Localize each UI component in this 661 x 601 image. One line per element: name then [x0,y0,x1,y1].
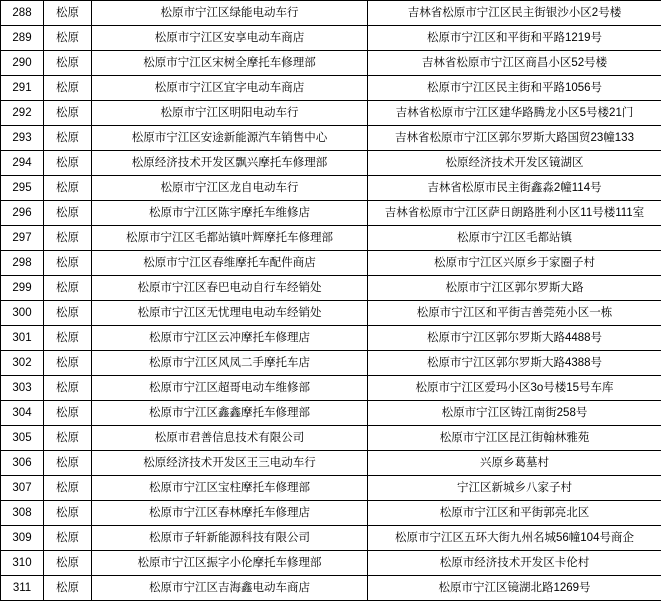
row-city: 松原 [44,276,92,301]
row-index: 297 [1,226,44,251]
row-address: 吉林省松原市宁江区商昌小区52号楼 [368,51,661,76]
row-city: 松原 [44,76,92,101]
table-row [1,376,661,401]
row-name: 松原市宁江区陈宇摩托车维修店 [92,201,368,226]
row-address: 吉林省松原市宁江区建华路腾龙小区5号楼21门 [368,101,661,126]
row-address: 松原市宁江区郭尔罗斯大路4488号 [368,326,661,351]
table-row [1,76,661,101]
row-index: 291 [1,76,44,101]
row-index: 306 [1,451,44,476]
table-row [1,101,661,126]
row-index: 289 [1,26,44,51]
row-index: 294 [1,151,44,176]
row-city: 松原 [44,376,92,401]
row-city: 松原 [44,126,92,151]
row-city: 松原 [44,201,92,226]
row-index: 290 [1,51,44,76]
table-row [1,126,661,151]
row-name: 松原市宁江区绿能电动车行 [92,1,368,26]
row-city: 松原 [44,451,92,476]
row-name: 松原市宁江区宜字电动车商店 [92,76,368,101]
row-name: 松原市宁江区春巴电动自行车经销处 [92,276,368,301]
row-index: 307 [1,476,44,501]
table-row [1,476,661,501]
row-index: 298 [1,251,44,276]
row-index: 305 [1,426,44,451]
row-name: 松原市宁江区振字小伦摩托车修理部 [92,551,368,576]
row-address: 吉林省松原市民主街鑫淼2幢114号 [368,176,661,201]
row-index: 293 [1,126,44,151]
row-city: 松原 [44,501,92,526]
table-row [1,551,661,576]
row-city: 松原 [44,101,92,126]
row-name: 松原市子轩新能源科技有限公司 [92,526,368,551]
row-address: 松原市宁江区镜湖北路1269号 [368,576,661,601]
row-city: 松原 [44,526,92,551]
row-address: 吉林省松原市宁江区萨日朗路胜利小区11号楼111室 [368,201,661,226]
row-city: 松原 [44,351,92,376]
row-city: 松原 [44,1,92,26]
row-city: 松原 [44,401,92,426]
row-address: 松原市宁江区兴原乡于家圈子村 [368,251,661,276]
table-row [1,26,661,51]
row-address: 吉林省松原市宁江区郭尔罗斯大路国贸23幢133 [368,126,661,151]
row-name: 松原市宁江区鑫鑫摩托车修理部 [92,401,368,426]
row-address: 松原市宁江区毛都站镇 [368,226,661,251]
row-city: 松原 [44,326,92,351]
row-name: 松原市宁江区春维摩托车配件商店 [92,251,368,276]
row-address: 松原市宁江区爱玛小区3o号楼15号车库 [368,376,661,401]
row-name: 松原市宁江区宝柱摩托车修理部 [92,476,368,501]
row-address: 松原市宁江区民主街和平路1056号 [368,76,661,101]
row-city: 松原 [44,151,92,176]
table-row [1,351,661,376]
row-city: 松原 [44,576,92,601]
row-address: 松原经济技术开发区镜湖区 [368,151,661,176]
row-name: 松原市宁江区风凤二手摩托车店 [92,351,368,376]
row-index: 309 [1,526,44,551]
row-index: 303 [1,376,44,401]
row-address: 松原市宁江区五环大街九州名城56幢104号商企 [368,526,661,551]
row-city: 松原 [44,26,92,51]
row-index: 299 [1,276,44,301]
row-name: 松原市宁江区龙自电动车行 [92,176,368,201]
row-address: 松原市宁江区郭尔罗斯大路 [368,276,661,301]
row-name: 松原市宁江区春林摩托车修理店 [92,501,368,526]
table-row [1,1,661,26]
row-city: 松原 [44,226,92,251]
row-name: 松原市宁江区安享电动车商店 [92,26,368,51]
row-city: 松原 [44,251,92,276]
table-row [1,426,661,451]
row-index: 295 [1,176,44,201]
table-row [1,301,661,326]
table-row [1,326,661,351]
row-address: 宁江区新城乡八家子村 [368,476,661,501]
row-name: 松原市宁江区超哥电动车维修部 [92,376,368,401]
row-name: 松原市宁江区安途新能源汽车销售中心 [92,126,368,151]
row-city: 松原 [44,476,92,501]
row-index: 292 [1,101,44,126]
row-index: 310 [1,551,44,576]
table-row [1,576,661,601]
table-row [1,501,661,526]
row-address: 吉林省松原市宁江区民主街银沙小区2号楼 [368,1,661,26]
row-address: 松原市宁江区和平街和平路1219号 [368,26,661,51]
table-body [1,1,661,601]
row-index: 311 [1,576,44,601]
table-row [1,401,661,426]
row-name: 松原市宁江区宋树全摩托车修理部 [92,51,368,76]
row-name: 松原经济技术开发区飘兴摩托车修理部 [92,151,368,176]
row-address: 兴原乡葛墓村 [368,451,661,476]
row-city: 松原 [44,426,92,451]
row-index: 302 [1,351,44,376]
row-name: 松原市君善信息技术有限公司 [92,426,368,451]
row-address: 松原市宁江区铸江南街258号 [368,401,661,426]
row-name: 松原市宁江区云冲摩托车修理店 [92,326,368,351]
row-address: 松原市宁江区昆江街翰林雅苑 [368,426,661,451]
row-city: 松原 [44,51,92,76]
row-name: 松原市宁江区吉海鑫电动车商店 [92,576,368,601]
row-index: 296 [1,201,44,226]
row-name: 松原市宁江区毛都站镇叶辉摩托车修理部 [92,226,368,251]
row-name: 松原市宁江区明阳电动车行 [92,101,368,126]
table-row [1,176,661,201]
row-address: 松原市宁江区和平街郭亮北区 [368,501,661,526]
table-row [1,51,661,76]
row-city: 松原 [44,176,92,201]
row-city: 松原 [44,551,92,576]
row-index: 304 [1,401,44,426]
table-row [1,151,661,176]
table-row [1,276,661,301]
row-name: 松原市宁江区无忧理电电动车经销处 [92,301,368,326]
table-row [1,226,661,251]
row-index: 300 [1,301,44,326]
row-name: 松原经济技术开发区王三电动车行 [92,451,368,476]
row-index: 308 [1,501,44,526]
row-index: 301 [1,326,44,351]
table-row [1,251,661,276]
row-city: 松原 [44,301,92,326]
row-address: 松原市经济技术开发区卡伦村 [368,551,661,576]
table-row [1,201,661,226]
row-index: 288 [1,1,44,26]
row-address: 松原市宁江区和平街吉善莞苑小区一栋 [368,301,661,326]
table-row [1,451,661,476]
table-row [1,526,661,551]
row-address: 松原市宁江区郭尔罗斯大路4388号 [368,351,661,376]
